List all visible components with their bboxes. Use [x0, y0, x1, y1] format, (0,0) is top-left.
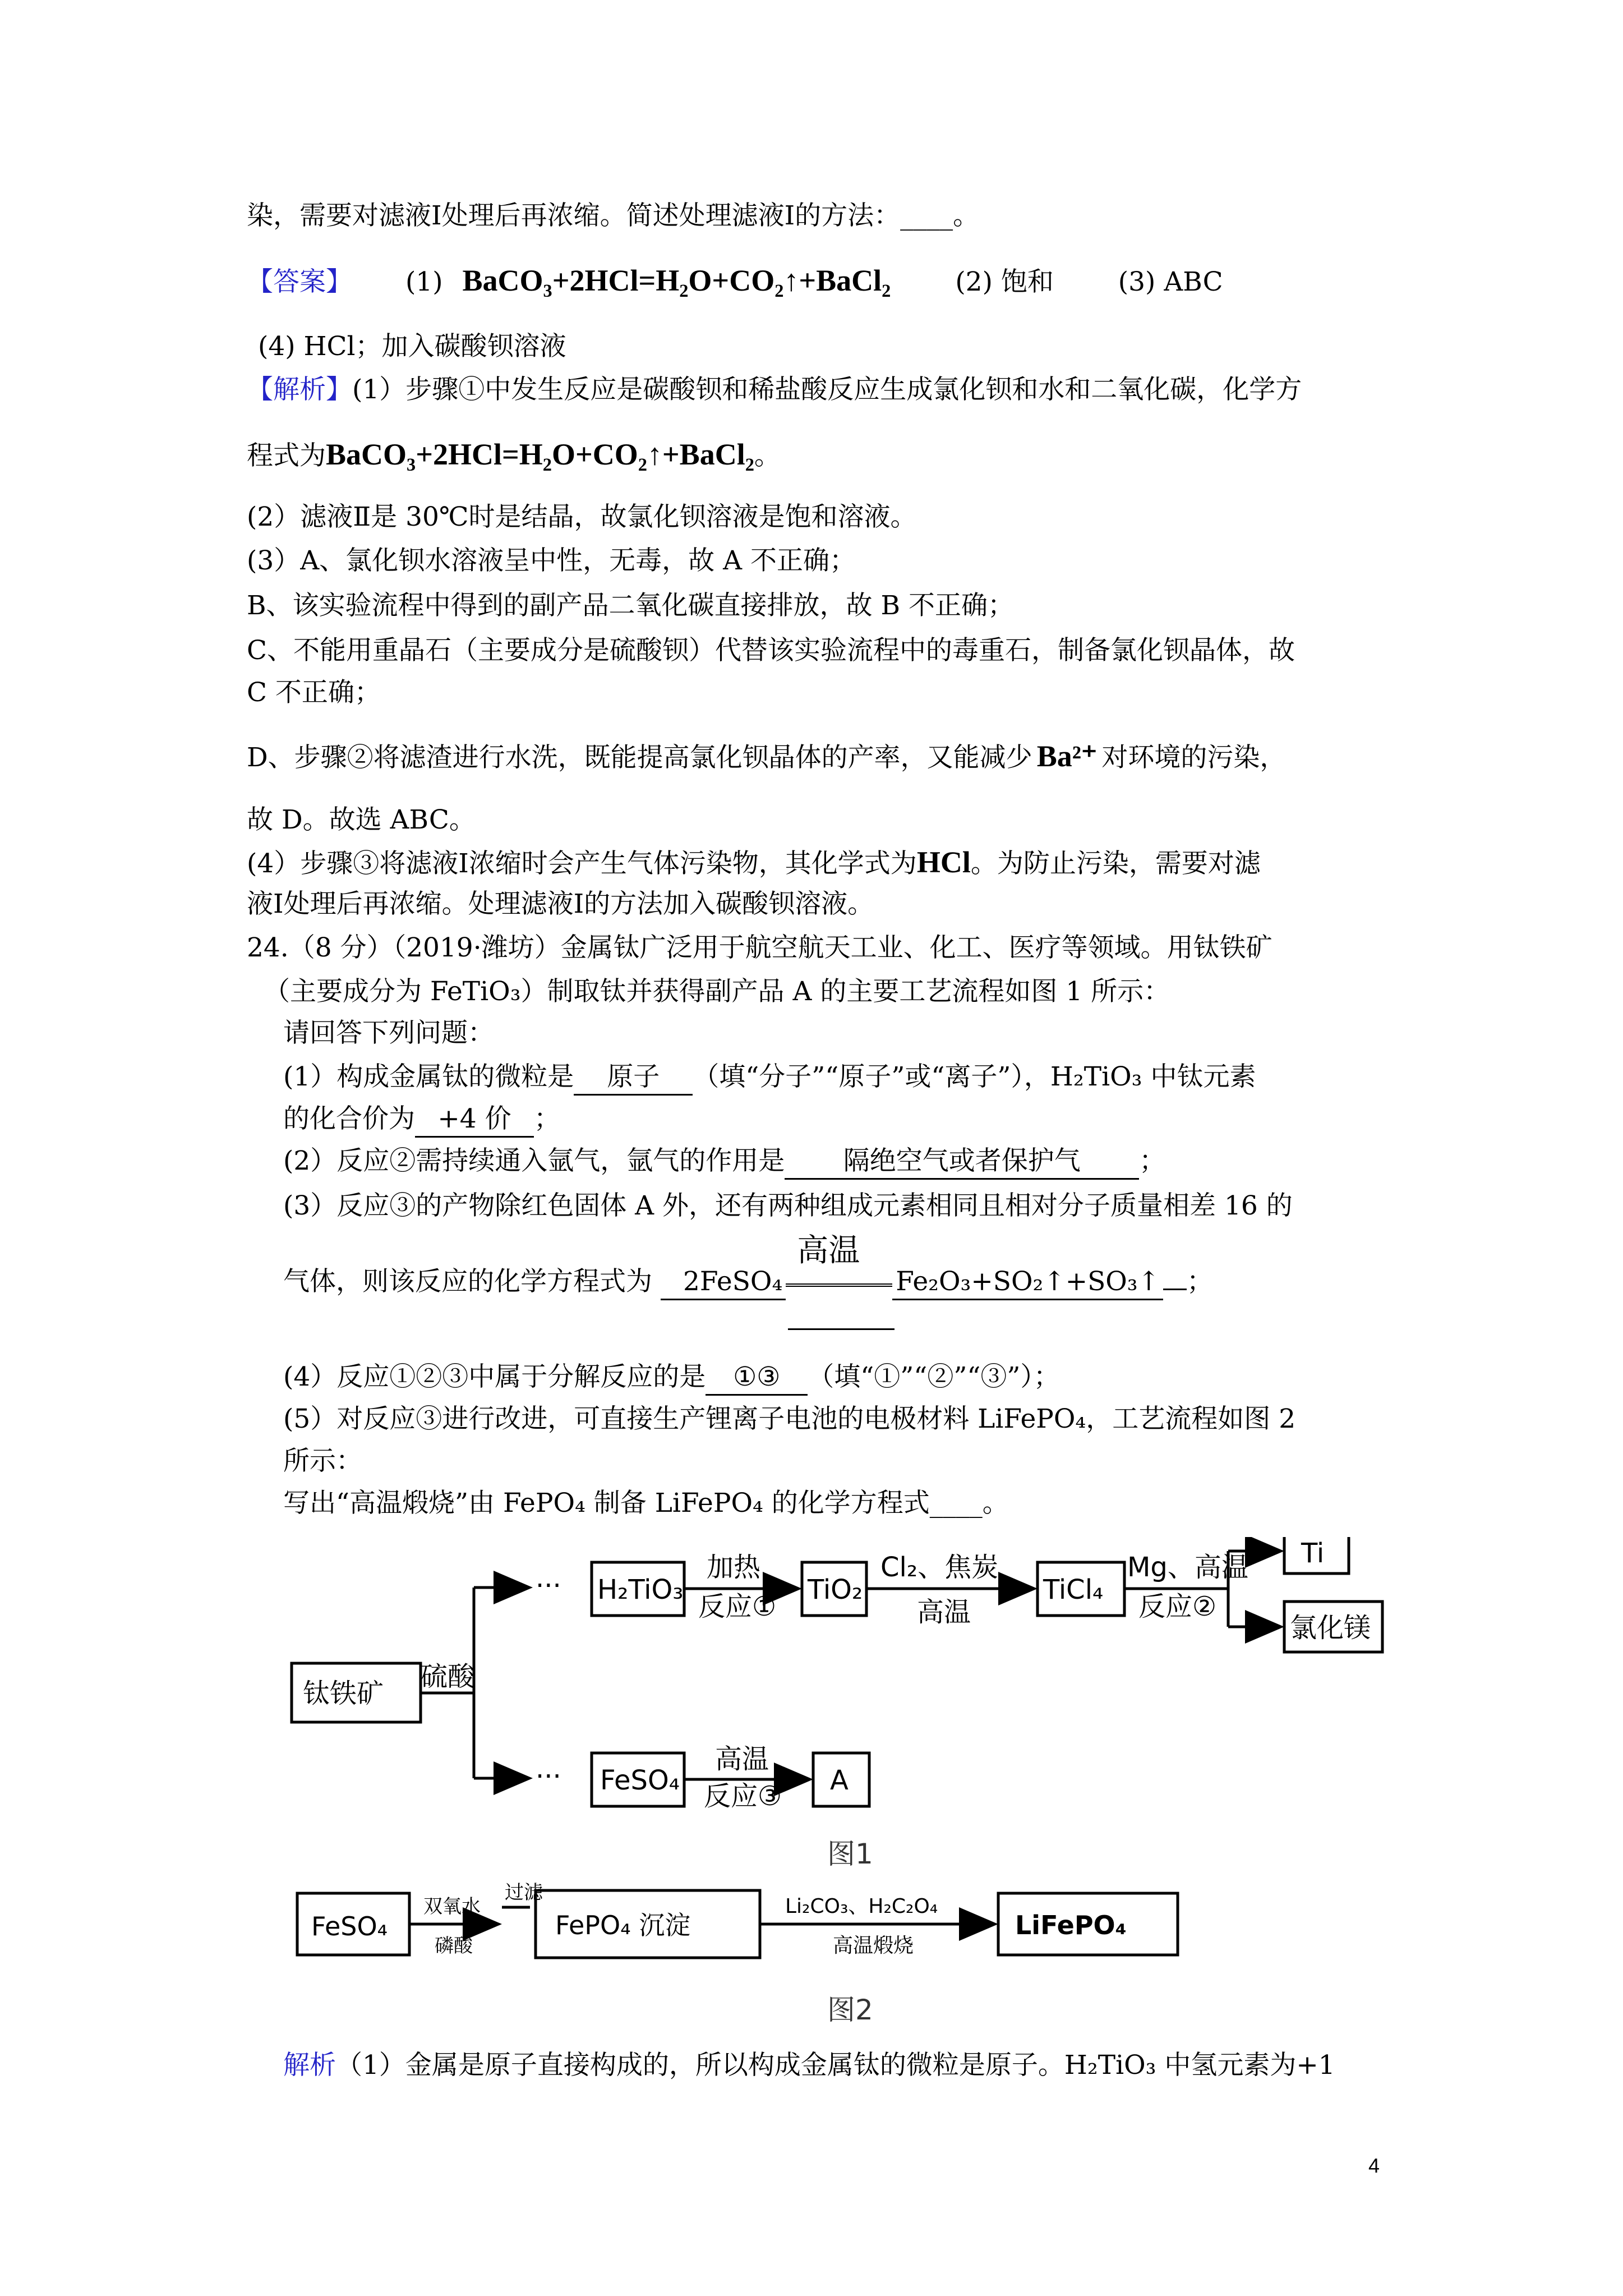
question-5-line-2: 所示： — [283, 1446, 362, 1476]
analysis-line-2 — [247, 438, 781, 473]
label-reaction-1: 反应① — [698, 1591, 777, 1622]
node-ticl4: TiCl₄ — [1043, 1574, 1104, 1605]
analysis-line-10 — [247, 845, 1261, 881]
condition-label: 高温 — [797, 1232, 860, 1269]
analysis-equation: BaCO₃+2HCl=H₂O+CO₂↑+BaCl₂ — [326, 438, 754, 471]
node-feso4-2: FeSO₄ — [311, 1911, 388, 1941]
label-h3po4: 磷酸 — [435, 1935, 473, 1957]
text-span: 。为防止污染，需要对滤 — [970, 848, 1261, 879]
node-ti: Ti — [1301, 1538, 1325, 1569]
label-acid: 硫酸 — [421, 1661, 475, 1692]
text-span: 的化合价为 — [283, 1103, 415, 1134]
equation-lhs: 2FeSO₄ — [661, 1265, 786, 1300]
answer-blank: 原子 — [574, 1060, 693, 1096]
question-5-line-3: 写出“高温煅烧”由 FePO₄ 制备 LiFePO₄ 的化学方程式____。 — [283, 1488, 1009, 1519]
text-span: 气体，则该反应的化学方程式为 — [283, 1266, 652, 1297]
answer-blank: 隔绝空气或者保护气 — [785, 1144, 1139, 1180]
label-calcination: 高温煅烧 — [833, 1934, 914, 1957]
answer-number: (1) — [405, 266, 443, 297]
label-mg: Mg、高温 — [1127, 1552, 1248, 1583]
analysis-line-1 — [247, 373, 1302, 407]
analysis-label-2: 解析 — [283, 2050, 336, 2081]
figure-1-flowchart — [280, 1537, 1419, 1885]
label-heat: 加热 — [707, 1552, 761, 1583]
text-span: ； — [1187, 1266, 1214, 1297]
text-span: 程式为 — [247, 440, 326, 471]
analysis-line-5: B、该实验流程中得到的副产品二氧化碳直接排放，故 B 不正确； — [247, 590, 1014, 621]
answer-3: (3) ABC — [1118, 266, 1223, 297]
analysis-final-line — [283, 2049, 1335, 2082]
analysis-line-9: 故 D。故选 ABC。 — [247, 804, 476, 835]
text-span: （填“①”“②”“③”）； — [808, 1361, 1060, 1392]
label-cl2: Cl₂、焦炭 — [880, 1552, 999, 1583]
question-2 — [283, 1144, 1165, 1180]
question-1 — [283, 1060, 1256, 1096]
text-span: (4）反应①②③中属于分解反应的是 — [283, 1361, 706, 1392]
ion-formula: Ba²⁺ — [1036, 739, 1098, 773]
answer-line-1 — [247, 264, 1223, 299]
analysis-line-8 — [247, 739, 1286, 775]
blank-tail — [1163, 1289, 1187, 1290]
figure-1-caption: 图1 — [827, 1838, 873, 1870]
answer-label: 【答案】 — [247, 266, 352, 297]
node-h2tio3: H₂TiO₃ — [597, 1574, 684, 1605]
question-5: (5）对反应③进行改进，可直接生产锂离子电池的电极材料 LiFePO₄，工艺流程如图 2 — [283, 1404, 1296, 1434]
question-3-line-2 — [283, 1232, 1214, 1300]
label-hightemp-1: 高温 — [917, 1596, 971, 1628]
question-24-line-2: （主要成分为 FeTiO₃）制取钛并获得副产品 A 的主要工艺流程如图 1 所示： — [264, 976, 1170, 1007]
analysis-label: 【解析】 — [247, 374, 352, 405]
figure-2-flowchart — [280, 1868, 1245, 2036]
answer-blank: +4 价 — [415, 1102, 534, 1138]
label-dots-bottom: ··· — [536, 1761, 561, 1792]
question-4 — [283, 1360, 1060, 1396]
node-start: 钛铁矿 — [303, 1678, 384, 1709]
analysis-text: (1）步骤①中发生反应是碳酸钡和稀盐酸反应生成氯化钡和水和二氧化碳，化学方 — [352, 374, 1302, 405]
node-lifepo4: LiFePO₄ — [1015, 1910, 1127, 1940]
answer-4: (4) HCl；加入碳酸钡溶液 — [258, 331, 566, 362]
text-span: (1）构成金属钛的微粒是 — [283, 1061, 574, 1092]
node-tio2: TiO₂ — [808, 1574, 863, 1605]
blank-line — [788, 1328, 895, 1330]
answer-2: (2) 饱和 — [955, 266, 1054, 297]
formula: HCl — [916, 845, 971, 879]
answer-blank: ①③ — [706, 1360, 808, 1396]
question-24-line-3: 请回答下列问题： — [283, 1018, 494, 1048]
text-span: ； — [1139, 1145, 1166, 1176]
node-a: A — [830, 1765, 849, 1796]
text-span: (4）步骤③将滤液Ⅰ浓缩时会产生气体污染物，其化学式为 — [247, 848, 917, 879]
label-reaction-3: 反应③ — [704, 1780, 782, 1812]
analysis-line-4: (3）A、氯化钡水溶液呈中性，无毒，故 A 不正确； — [247, 545, 856, 576]
node-mgcl: 氯化镁 — [1290, 1612, 1371, 1644]
analysis-line-3: (2）滤液Ⅱ是 30℃时是结晶，故氯化钡溶液是饱和溶液。 — [247, 501, 917, 532]
answer-equation: BaCO₃+2HCl=H₂O+CO₂↑+BaCl₂ — [462, 264, 891, 297]
page-number: 4 — [1368, 2154, 1380, 2177]
text-line: 染，需要对滤液Ⅰ处理后再浓缩。简述处理滤液Ⅰ的方法：____。 — [247, 200, 980, 231]
text-span: 对环境的污染， — [1101, 742, 1287, 773]
text-span: （填“分子”“原子”或“离子”），H₂TiO₃ 中钛元素 — [693, 1061, 1256, 1092]
label-reaction-2: 反应② — [1138, 1591, 1217, 1622]
equation-rhs: Fe₂O₃+SO₂↑+SO₃↑ — [892, 1265, 1163, 1300]
question-24: 24.（8 分）（2019·潍坊）金属钛广泛用于航空航天工业、化工、医疗等领域。用钛铁矿 — [247, 932, 1272, 963]
text-span: D、步骤②将滤渣进行水洗，既能提高氯化钡晶体的产率，又能减少 — [247, 742, 1032, 773]
analysis-text: （1）金属是原子直接构成的，所以构成金属钛的微粒是原子。H₂TiO₃ 中氢元素为+1 — [336, 2050, 1335, 2081]
text-span: 。 — [754, 440, 781, 471]
question-3: (3）反应③的产物除红色固体 A 外，还有两种组成元素相同且相对分子质量相差 16 的 — [283, 1190, 1293, 1221]
label-filter: 过滤 — [505, 1881, 543, 1904]
analysis-line-11: 液Ⅰ处理后再浓缩。处理滤液Ⅰ的方法加入碳酸钡溶液。 — [247, 889, 874, 919]
node-fepo4: FePO₄ 沉淀 — [555, 1910, 691, 1940]
text-span: (2）反应②需持续通入氩气，氩气的作用是 — [283, 1145, 785, 1176]
equation-condition — [786, 1232, 892, 1287]
analysis-line-7: C 不正确； — [247, 677, 381, 708]
label-hightemp-2: 高温 — [715, 1743, 769, 1775]
node-feso4: FeSO₄ — [600, 1765, 680, 1796]
label-h2o2: 双氧水 — [423, 1895, 481, 1918]
label-dots-top: ··· — [536, 1570, 561, 1602]
question-1-line-2 — [283, 1102, 560, 1138]
analysis-line-6: C、不能用重晶石（主要成分是硫酸钡）代替该实验流程中的毒重石，制备氯化钡晶体，故 — [247, 635, 1295, 666]
figure-2-caption: 图2 — [827, 1994, 873, 2026]
text-span: ； — [534, 1103, 560, 1134]
label-reagents: Li₂CO₃、H₂C₂O₄ — [785, 1895, 938, 1918]
